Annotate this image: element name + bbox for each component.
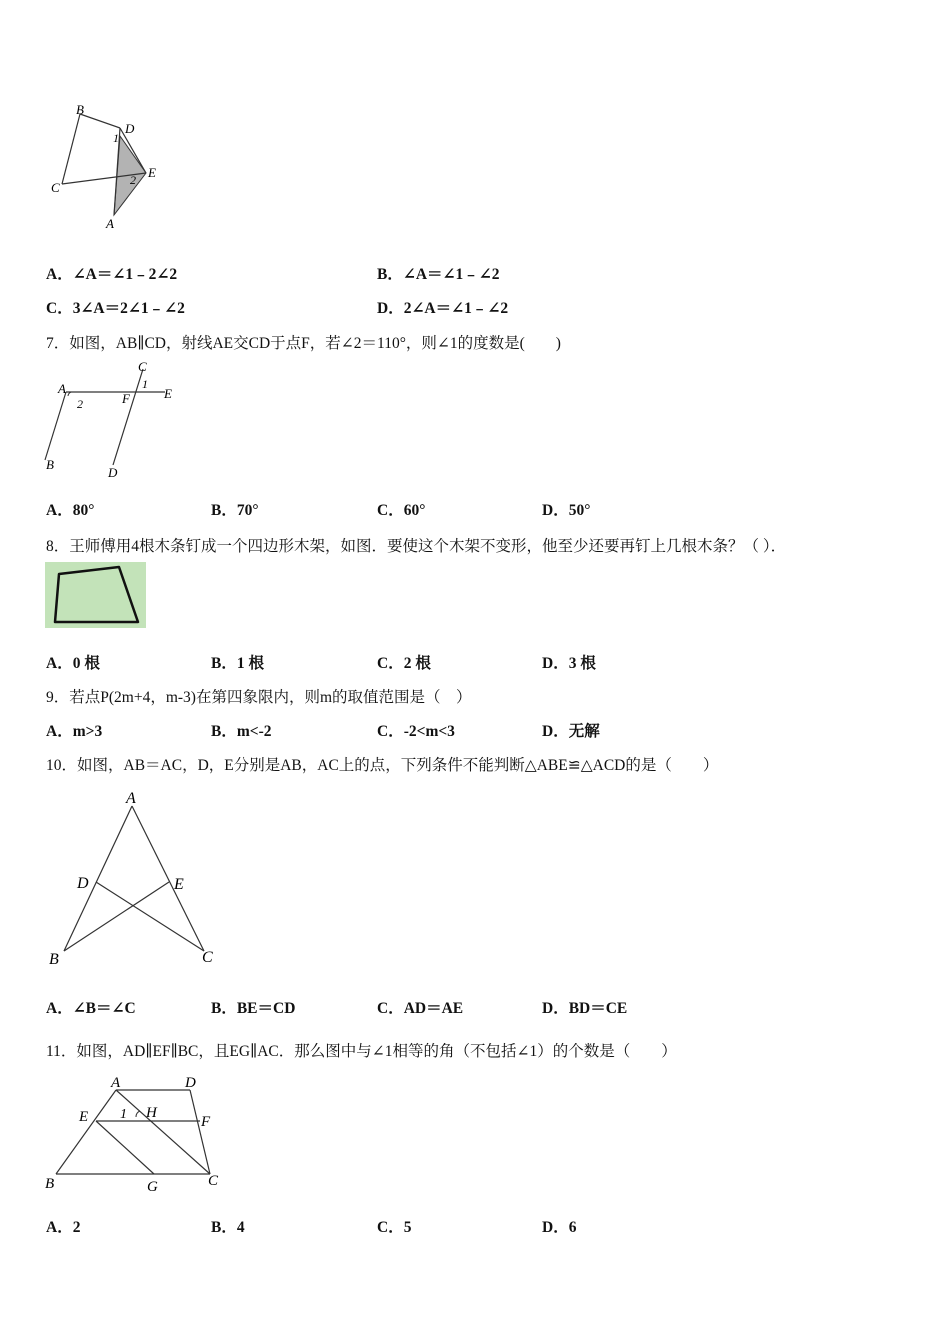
label-D: D [77,875,89,892]
q11-stem: 11．如图，AD∥EF∥BC，且EG∥AC．那么图中与∠1相等的角（不包括∠1）的个数是（ ） [46,1043,677,1060]
q9-stem: 9．若点P(2m+4，m-3)在第四象限内，则m的取值范围是（ ） [46,689,472,706]
label-A: A [126,790,136,807]
q7-option-b[interactable]: B．70° [211,502,259,519]
q11-option-d[interactable]: D．6 [542,1219,577,1236]
label-B: B [49,951,59,968]
q10-option-b[interactable]: B．BE＝CD [211,1000,296,1017]
label-B: B [76,102,84,117]
figure-q11 [40,1068,230,1196]
q6-option-a[interactable]: A．∠A＝∠1﹣2∠2 [46,266,178,283]
label-angle-2: 2 [130,173,136,187]
label-H: H [146,1105,157,1121]
q7-option-a[interactable]: A．80° [46,502,95,519]
q8-option-b[interactable]: B．1 根 [211,655,264,672]
figure-q6 [44,100,174,235]
q6-option-b[interactable]: B．∠A＝∠1﹣∠2 [377,266,500,283]
label-F: F [122,391,130,406]
q11-option-c[interactable]: C．5 [377,1219,412,1236]
q10-option-a[interactable]: A．∠B＝∠C [46,1000,136,1017]
q11-option-b[interactable]: B．4 [211,1219,245,1236]
q8-option-c[interactable]: C．2 根 [377,655,431,672]
label-A: A [111,1075,121,1091]
q8-option-a[interactable]: A．0 根 [46,655,100,672]
label-angle-1: 1 [120,1107,127,1122]
q6-option-c[interactable]: C．3∠A＝2∠1﹣∠2 [46,300,185,317]
label-B: B [46,457,54,472]
label-C: C [51,180,60,195]
label-angle-1: 1 [113,131,119,145]
q7-option-d[interactable]: D．50° [542,502,591,519]
label-E: E [148,165,156,180]
q9-option-c[interactable]: C．-2<m<3 [377,723,455,740]
label-F: F [201,1114,211,1130]
label-angle-1: 1 [142,377,148,391]
label-angle-2: 2 [77,397,83,411]
q9-option-a[interactable]: A．m>3 [46,723,103,740]
q8-option-d[interactable]: D．3 根 [542,655,596,672]
label-E: E [164,386,172,401]
label-E: E [174,876,184,893]
label-C: C [138,359,147,374]
label-G: G [147,1179,158,1195]
q7-stem: 7．如图，AB∥CD，射线AE交CD于点F，若∠2＝110°，则∠1的度数是( ) [46,335,561,352]
label-C: C [208,1173,219,1189]
label-A: A [106,216,114,231]
figure-q7 [40,355,190,485]
q10-stem: 10．如图，AB＝AC，D，E分别是AB，AC上的点，下列条件不能判断△ABE≌△ACD的是（ ） [46,757,719,774]
label-D: D [125,121,135,136]
figure-q8-wooden-frame [45,562,146,628]
label-D: D [185,1075,196,1091]
q9-option-d[interactable]: D．无解 [542,723,600,740]
label-E: E [79,1109,89,1125]
figure-q10 [44,785,224,970]
label-C: C [202,949,213,966]
q8-stem: 8．王师傅用4根木条钉成一个四边形木架，如图．要使这个木架不变形，他至少还要再钉上几根木条？（ ）． [46,538,787,555]
label-D: D [108,465,118,480]
q6-option-d[interactable]: D．2∠A＝∠1﹣∠2 [377,300,509,317]
q10-option-d[interactable]: D．BD＝CE [542,1000,628,1017]
q11-option-a[interactable]: A．2 [46,1219,81,1236]
label-B: B [45,1176,55,1192]
label-A: A [58,381,66,396]
q7-option-c[interactable]: C．60° [377,502,426,519]
q10-option-c[interactable]: C．AD＝AE [377,1000,464,1017]
q9-option-b[interactable]: B．m<-2 [211,723,272,740]
